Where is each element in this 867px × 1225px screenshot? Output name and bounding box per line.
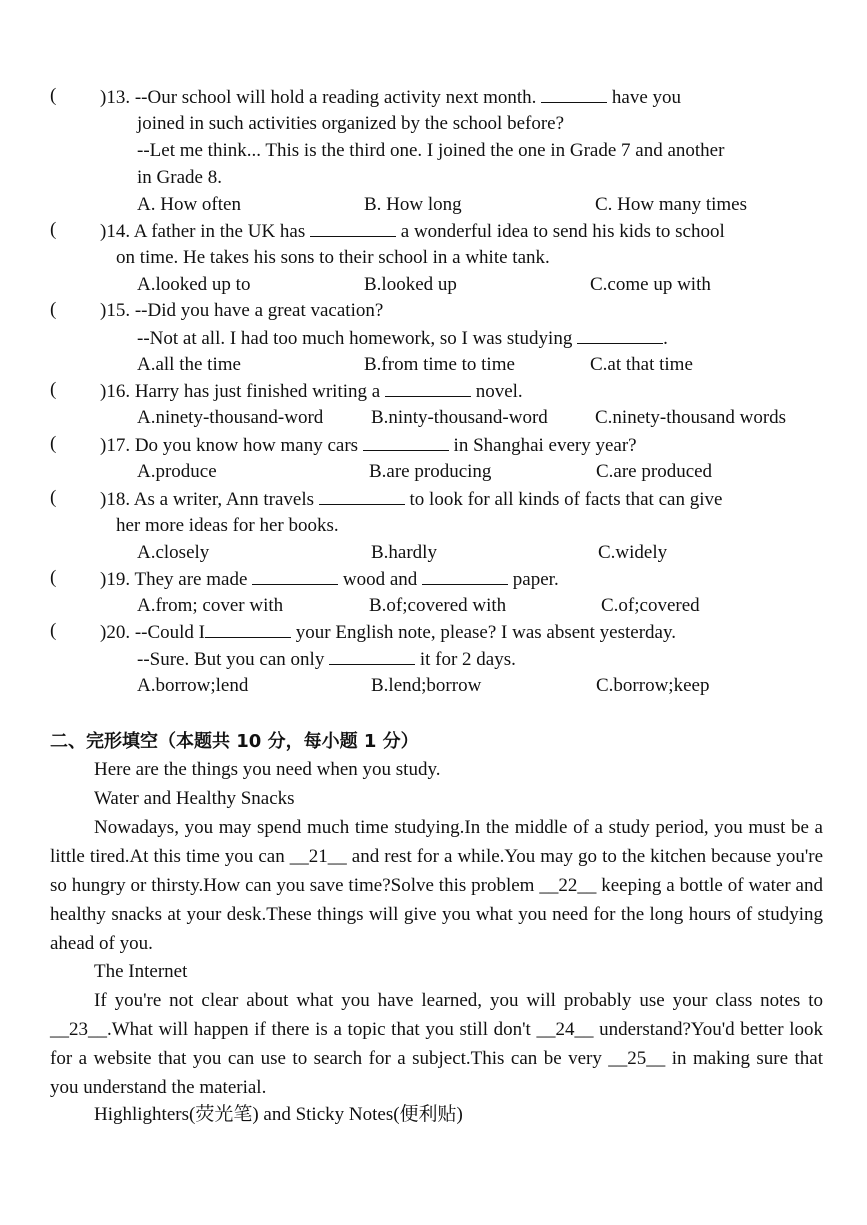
option-a[interactable]: A.all the time — [137, 354, 241, 375]
option-b[interactable]: B.are producing — [369, 461, 492, 482]
answer-blank[interactable] — [385, 378, 471, 397]
question-number: )16. — [100, 381, 131, 402]
option-a[interactable]: A.looked up to — [137, 274, 251, 295]
question-text: Do you know how many cars — [134, 435, 359, 456]
question-number: )14. — [100, 221, 131, 242]
question-text: her more ideas for her books. — [116, 515, 339, 536]
passage-heading: The Internet — [94, 961, 188, 982]
question-text: --Not at all. I had too much homework, so I was studying — [137, 328, 573, 349]
question-text: have you — [611, 87, 682, 108]
answer-blank[interactable] — [363, 432, 449, 451]
passage-heading: Water and Healthy Snacks — [94, 788, 295, 809]
passage-paragraph: If you're not clear about what you have learned, you will probably use your class notes to __23__.What will happen if there is a topic that you still don't __24__ understand?You'd better look for a website that you can use to search for a subject.This can be very __25__ in making sure that you understand the material. — [50, 990, 823, 1098]
question-text: . — [663, 328, 668, 349]
answer-blank[interactable] — [319, 486, 405, 505]
question-number: )15. — [100, 300, 131, 321]
answer-paren[interactable]: ( — [50, 379, 57, 400]
question-number: )18. — [100, 489, 131, 510]
question-text: Harry has just finished writing a — [134, 381, 381, 402]
question-text: --Did you have a great vacation? — [134, 300, 384, 321]
answer-blank[interactable] — [577, 325, 663, 344]
passage-heading: Highlighters(荧光笔) and Sticky Notes(便利贴) — [94, 1104, 463, 1125]
section-title: 二、完形填空（本题共 10 分，每小题 1 分） — [50, 731, 419, 752]
answer-paren[interactable]: ( — [50, 433, 57, 454]
option-b[interactable]: B. How long — [364, 194, 462, 215]
question-text: on time. He takes his sons to their school in a white tank. — [116, 247, 550, 268]
answer-blank[interactable] — [541, 84, 607, 103]
passage-paragraph: Nowadays, you may spend much time studying.In the middle of a study period, you must be a little tired.At this time you can __21__ and rest for a while.You may go to the kitchen because you're so hungry or thirsty.How can you save time?Solve this problem __22__ keeping a bottle of water and healthy snacks at your desk.These things will give you what you need for the long hours of studying ahead of you. — [50, 817, 823, 954]
question-text: novel. — [475, 381, 523, 402]
option-b[interactable]: B.ninty-thousand-word — [371, 407, 548, 428]
option-a[interactable]: A.closely — [137, 542, 210, 563]
question-number: )19. — [100, 569, 131, 590]
question-text: wood and — [342, 569, 418, 590]
answer-paren[interactable]: ( — [50, 299, 57, 320]
question-text: A father in the UK has — [133, 221, 306, 242]
option-b[interactable]: B.of;covered with — [369, 595, 507, 616]
question-number: )13. — [100, 87, 131, 108]
question-text: --Sure. But you can only — [137, 649, 325, 670]
option-b[interactable]: B.lend;borrow — [371, 675, 482, 696]
answer-paren[interactable]: ( — [50, 219, 57, 240]
option-c[interactable]: C. How many times — [595, 194, 747, 215]
answer-blank[interactable] — [252, 566, 338, 585]
option-a[interactable]: A.ninety-thousand-word — [137, 407, 324, 428]
answer-paren[interactable]: ( — [50, 620, 57, 641]
passage-intro: Here are the things you need when you study. — [94, 759, 441, 780]
option-c[interactable]: C.at that time — [590, 354, 693, 375]
question-text: a wonderful idea to send his kids to school — [400, 221, 725, 242]
answer-blank[interactable] — [205, 619, 291, 638]
answer-paren[interactable]: ( — [50, 85, 57, 106]
question-text: --Let me think... This is the third one. I joined the one in Grade 7 and another — [137, 140, 725, 161]
option-b[interactable]: B.from time to time — [364, 354, 515, 375]
answer-blank[interactable] — [310, 218, 396, 237]
answer-blank[interactable] — [329, 646, 415, 665]
question-text: They are made — [134, 569, 248, 590]
option-c[interactable]: C.are produced — [596, 461, 713, 482]
question-text: --Our school will hold a reading activity next month. — [134, 87, 537, 108]
option-c[interactable]: C.borrow;keep — [596, 675, 710, 696]
option-c[interactable]: C.widely — [598, 542, 668, 563]
option-c[interactable]: C.come up with — [590, 274, 711, 295]
answer-paren[interactable]: ( — [50, 567, 57, 588]
option-b[interactable]: B.looked up — [364, 274, 457, 295]
option-c[interactable]: C.ninety-thousand words — [595, 407, 787, 428]
question-text: it for 2 days. — [419, 649, 516, 670]
option-b[interactable]: B.hardly — [371, 542, 437, 563]
question-text: your English note, please? I was absent yesterday. — [295, 622, 676, 643]
question-text: joined in such activities organized by the school before? — [137, 113, 565, 134]
question-number: )20. — [100, 622, 131, 643]
option-a[interactable]: A.borrow;lend — [137, 675, 249, 696]
option-a[interactable]: A.from; cover with — [137, 595, 284, 616]
question-text: in Grade 8. — [137, 167, 222, 188]
question-text: paper. — [512, 569, 559, 590]
option-a[interactable]: A. How often — [137, 194, 241, 215]
answer-paren[interactable]: ( — [50, 487, 57, 508]
question-text: --Could I — [134, 622, 206, 643]
question-number: )17. — [100, 435, 131, 456]
question-text: As a writer, Ann travels — [133, 489, 315, 510]
answer-blank[interactable] — [422, 566, 508, 585]
option-c[interactable]: C.of;covered — [601, 595, 700, 616]
option-a[interactable]: A.produce — [137, 461, 217, 482]
question-text: to look for all kinds of facts that can give — [409, 489, 723, 510]
question-text: in Shanghai every year? — [453, 435, 637, 456]
